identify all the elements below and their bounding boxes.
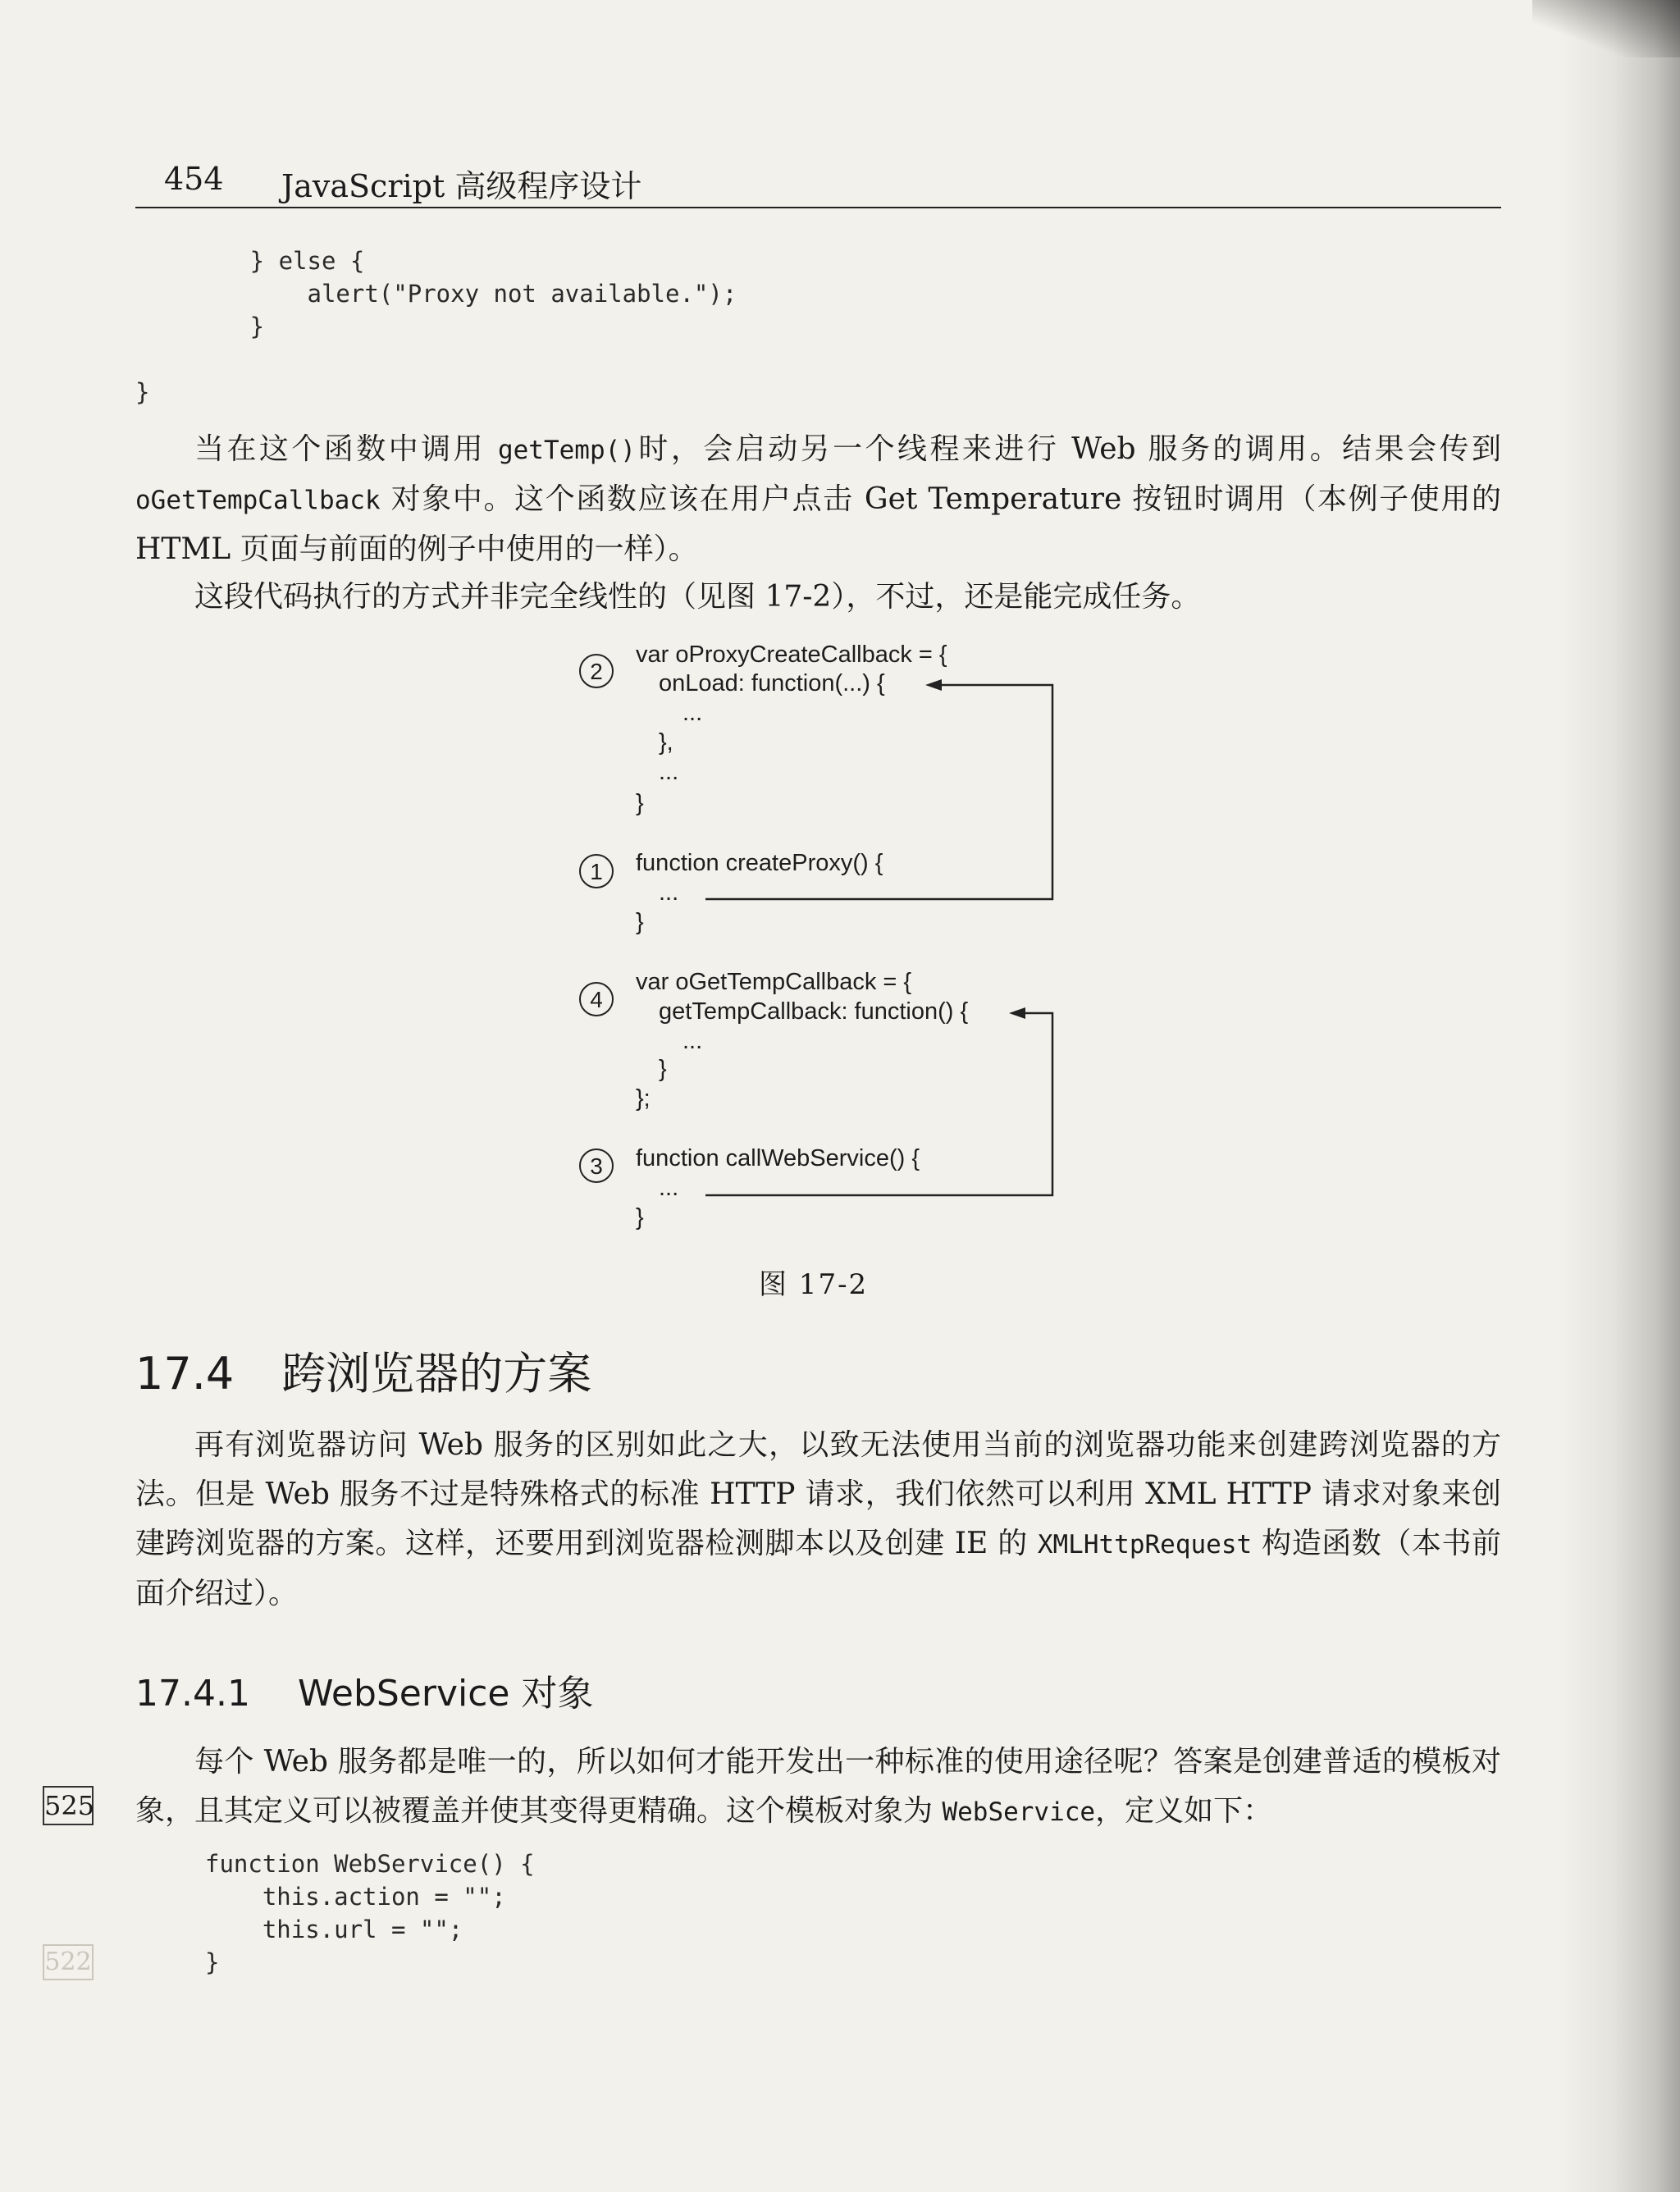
section-number: 17.4 bbox=[135, 1348, 235, 1400]
paragraph-text: 再有浏览器访问 Web 服务的区别如此之大，以致无法使用当前的浏览器功能来创建跨浏览器的方法。但是 Web 服务不过是特殊格式的标准 HTTP 请求，我们依然可以利用 XML HTTP 请求对象来创建跨浏览器的方案。这样，还要用到浏览器检测脚本以及创建 IE 的 bbox=[135, 1428, 1501, 1560]
figure-line: }, bbox=[659, 729, 673, 756]
figure-line: ... bbox=[682, 700, 703, 726]
figure-line: ... bbox=[682, 1028, 703, 1054]
figure-line: } bbox=[636, 1204, 644, 1231]
figure-line: } bbox=[659, 1056, 667, 1082]
section-title: 跨浏览器的方案 bbox=[281, 1348, 592, 1400]
step-marker-1 bbox=[580, 855, 613, 888]
margin-page-reference: 525 bbox=[43, 1786, 94, 1825]
step-marker-2 bbox=[580, 655, 613, 687]
figure-line: ... bbox=[659, 759, 679, 785]
figure-caption: 图 17-2 bbox=[759, 1268, 869, 1301]
figure-line: getTempCallback: function() { bbox=[659, 998, 969, 1025]
figure-line: function callWebService() { bbox=[636, 1145, 920, 1171]
paragraph-text: 对象中。这个函数应该在用户点击 Get Temperature 按钮时调用（本例子使用的 HTML 页面与前面的例子中使用的一样）。 bbox=[135, 482, 1501, 566]
svg-text:4: 4 bbox=[590, 987, 603, 1012]
code-block-top: } else { alert("Proxy not available."); } } bbox=[135, 247, 737, 406]
figure-line: ... bbox=[659, 879, 679, 906]
faint-margin-page-reference: 522 bbox=[43, 1944, 94, 1980]
svg-text:3: 3 bbox=[590, 1153, 603, 1179]
inline-code: XMLHttpRequest bbox=[1037, 1530, 1253, 1560]
paragraph-text: 时，会启动另一个线程来进行 Web 服务的调用。结果会传到 bbox=[635, 432, 1501, 466]
section-number: 17.4.1 bbox=[135, 1673, 250, 1715]
book-title: JavaScript 高级程序设计 bbox=[281, 168, 642, 204]
section-heading-17-4 bbox=[135, 1339, 591, 1402]
paragraph-nonlinear: 这段代码执行的方式并非完全线性的（见图 17-2），不过，还是能完成任务。 bbox=[194, 580, 1201, 614]
figure-line: onLoad: function(...) { bbox=[659, 670, 885, 696]
step-marker-3 bbox=[580, 1149, 613, 1182]
paragraph-text: 构造函数（本书前面介绍过）。 bbox=[135, 1527, 1501, 1610]
figure-line: }; bbox=[636, 1085, 651, 1112]
paragraph-text: ，定义如下： bbox=[1095, 1794, 1273, 1828]
inline-code: oGetTempCallback bbox=[135, 486, 381, 515]
paragraph-text: 当在这个函数中调用 bbox=[194, 432, 498, 466]
inline-code: WebService bbox=[942, 1797, 1096, 1827]
figure-line: var oGetTempCallback = { bbox=[636, 969, 912, 995]
figure-line: var oProxyCreateCallback = { bbox=[636, 642, 947, 668]
figure-line: function createProxy() { bbox=[636, 850, 883, 876]
svg-text:1: 1 bbox=[590, 859, 603, 884]
code-block-webservice: function WebService() { this.action = ""; this.url = ""; } bbox=[205, 1850, 535, 1976]
paragraph-text: 每个 Web 服务都是唯一的，所以如何才能开发出一种标准的使用途径呢？答案是创建普适的模板对象，且其定义可以被覆盖并使其变得更精确。这个模板对象为 bbox=[135, 1745, 1501, 1828]
paragraph-webservice bbox=[135, 1738, 1501, 1837]
section-title: WebService 对象 bbox=[297, 1673, 594, 1715]
page-number: 454 bbox=[164, 161, 224, 197]
figure-line: } bbox=[636, 909, 644, 935]
step-marker-4 bbox=[580, 983, 613, 1016]
paragraph-cross-browser bbox=[135, 1421, 1501, 1619]
svg-text:2: 2 bbox=[590, 659, 603, 684]
figure-line: ... bbox=[659, 1175, 679, 1201]
section-heading-17-4-1 bbox=[135, 1664, 593, 1716]
figure-line: } bbox=[636, 790, 644, 816]
inline-code: getTemp() bbox=[497, 436, 636, 465]
